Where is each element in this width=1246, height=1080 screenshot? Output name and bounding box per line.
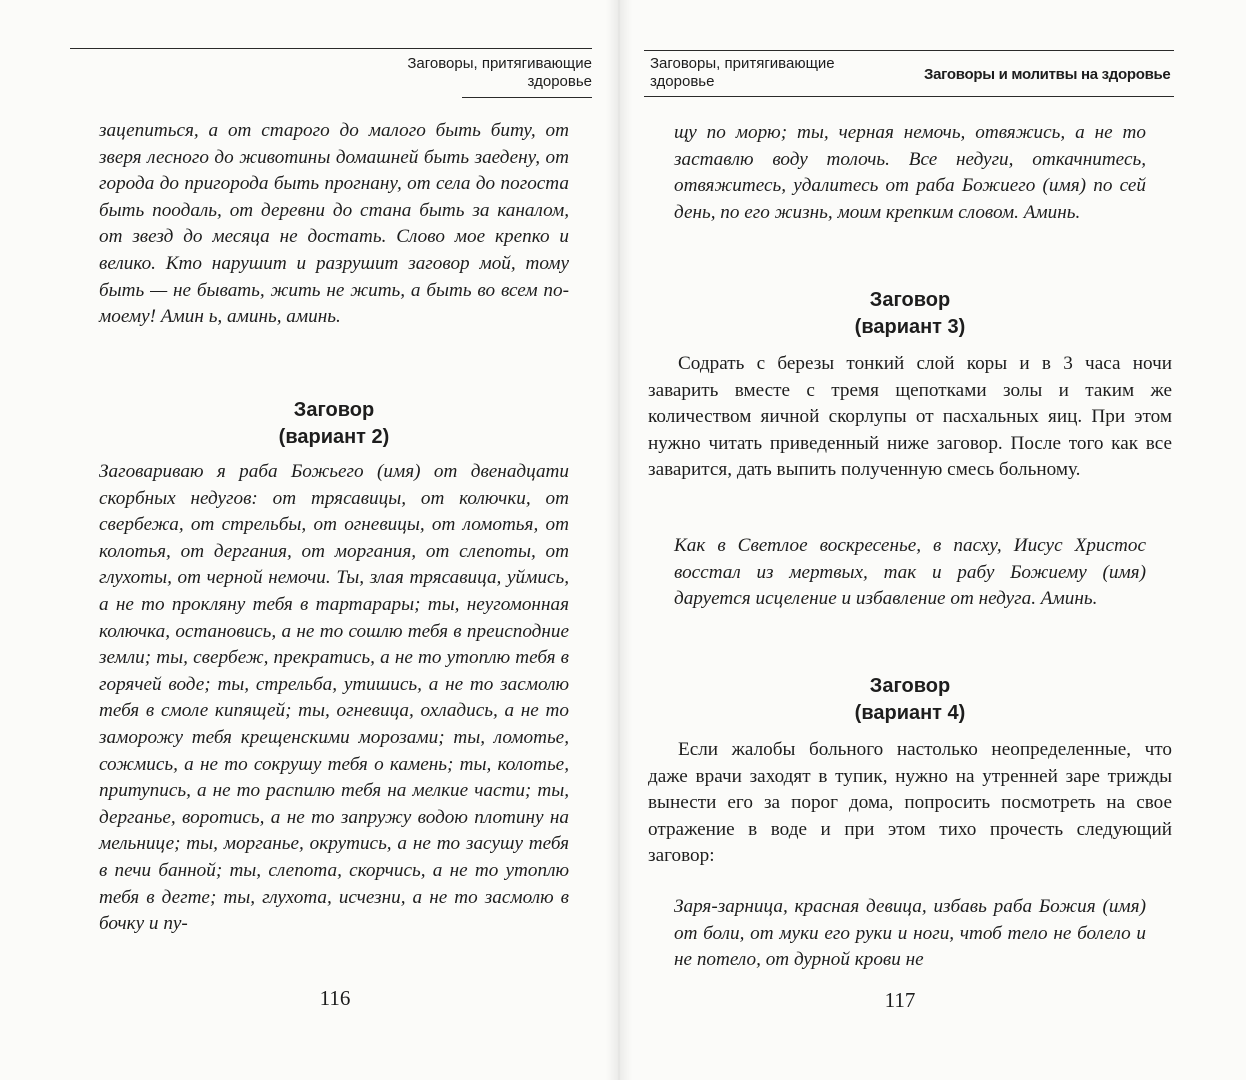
continuation-text: зацепиться, а от старого до малого быть биту, от зверя лесного до животины домашней быть заедену, от города до пригорода быть прогнану, от села до погоста быть поодаль, от деревни до стана быть за каналом, от звезд до месяца не достать. Слово мое крепко и велико. Кто нарушит и разрушит заговор мой, тому быть — не бывать, жить не жить, а быть во всем по-моему! Амин ь, аминь, аминь. <box>99 120 569 328</box>
running-head-left <box>650 55 835 91</box>
page-number: 116 <box>319 986 351 1010</box>
header-rule-bottom <box>462 97 592 98</box>
running-head <box>407 55 592 91</box>
heading-title: Заговор <box>869 289 951 311</box>
running-head-right: Заговоры и молитвы на здоровье <box>924 66 1171 83</box>
spell-paragraph-3 <box>674 533 1146 613</box>
spell-text: Как в Светлое воскресенье, в пасху, Иисус Христос восстал из мертвых, так и рабу Божиему (имя) даруется исцеление и избавление от недуга. Аминь. <box>674 535 1146 610</box>
running-head-left-line2: здоровье <box>650 73 715 90</box>
running-head-left-line1: Заговоры, притягивающие <box>650 55 835 72</box>
section-heading-variant-4 <box>674 673 1146 727</box>
running-head-line1: Заговоры, притягивающие <box>407 55 592 72</box>
section-heading-variant-3 <box>674 287 1146 341</box>
instruction-paragraph-3 <box>648 351 1172 484</box>
instruction-text: Содрать с березы тонкий слой коры и в 3 часа ночи заварить вместе с тремя щепотками золы и таким же количеством яичной скорлупы от пасхальных яиц. При этом нужно читать приведенный ниже заговор. После того как все заварится, дать выпить полученную смесь больному. <box>648 353 1172 481</box>
heading-subtitle: (вариант 3) <box>854 316 966 338</box>
heading-title: Заговор <box>869 675 951 697</box>
section-heading-variant-2 <box>99 397 569 451</box>
continuation-paragraph <box>674 120 1146 226</box>
page-number: 117 <box>884 988 916 1012</box>
heading-subtitle: (вариант 2) <box>278 426 390 448</box>
header-rule-top <box>70 48 592 49</box>
spell-text: Заря-зарница, красная девица, избавь раба Божия (имя) от боли, от муки его руки и ноги, чтоб тело не болело и не потело, от дурной крови не <box>674 896 1146 971</box>
left-page <box>0 0 612 1080</box>
continuation-paragraph <box>99 118 569 331</box>
header-rule-bottom <box>644 96 1174 97</box>
spell-paragraph-4 <box>674 894 1146 974</box>
right-page <box>630 0 1246 1080</box>
continuation-text: щу по морю; ты, черная немочь, отвяжись, а не то заставлю воду толочь. Все недуги, откачнитесь, отвяжитесь, удалитесь от раба Божиего (имя) по сей день, по его жизнь, моим крепким словом. Аминь. <box>674 122 1146 223</box>
heading-title: Заговор <box>293 399 375 421</box>
header-rule-top <box>644 50 1174 51</box>
instruction-text: Если жалобы больного настолько неопределенные, что даже врачи заходят в тупик, нужно на утренней заре трижды вынести его за порог дома, попросить посмотреть на свое отражение в воде и при этом тихо прочесть следующий заговор: <box>648 739 1172 867</box>
spell-text: Заговариваю я раба Божьего (имя) от двенадцати скорбных недугов: от трясавицы, от колючки, от свербежа, от стрельбы, от огневицы, от ломотья, от колотья, от дергания, от моргания, от слепоты, от глухоты, от черной немочи. Ты, злая трясавица, уймись, а не то прокляну тебя в тартарары; ты, неугомонная колючка, остановись, а не то сошлю тебя в преисподние земли; ты, свербеж, прекратись, а не то утоплю тебя в горячей воде; ты, стрельба, утишись, а не то засмолю тебя в смоле кипящей; ты, огневица, охладись, а не то заморожу тебя крещенскими морозами; ты, ломотье, сожмись, а не то сокрушу тебя о камень; ты, колотье, притупись, а не то распилю тебя на мелкие части; ты, дерганье, воротись, а не то запружу водою плотину на мельнице; ты, морганье, окрутись, а не то засушу тебя в печи банной; ты, слепота, скорчись, а не то утоплю тебя в дегте; ты, глухота, исчезни, а не то засмолю в бочку и пу- <box>99 461 569 935</box>
heading-subtitle: (вариант 4) <box>854 702 966 724</box>
running-head-line2: здоровье <box>527 73 592 90</box>
spell-paragraph <box>99 459 569 938</box>
instruction-paragraph-4 <box>648 737 1172 870</box>
